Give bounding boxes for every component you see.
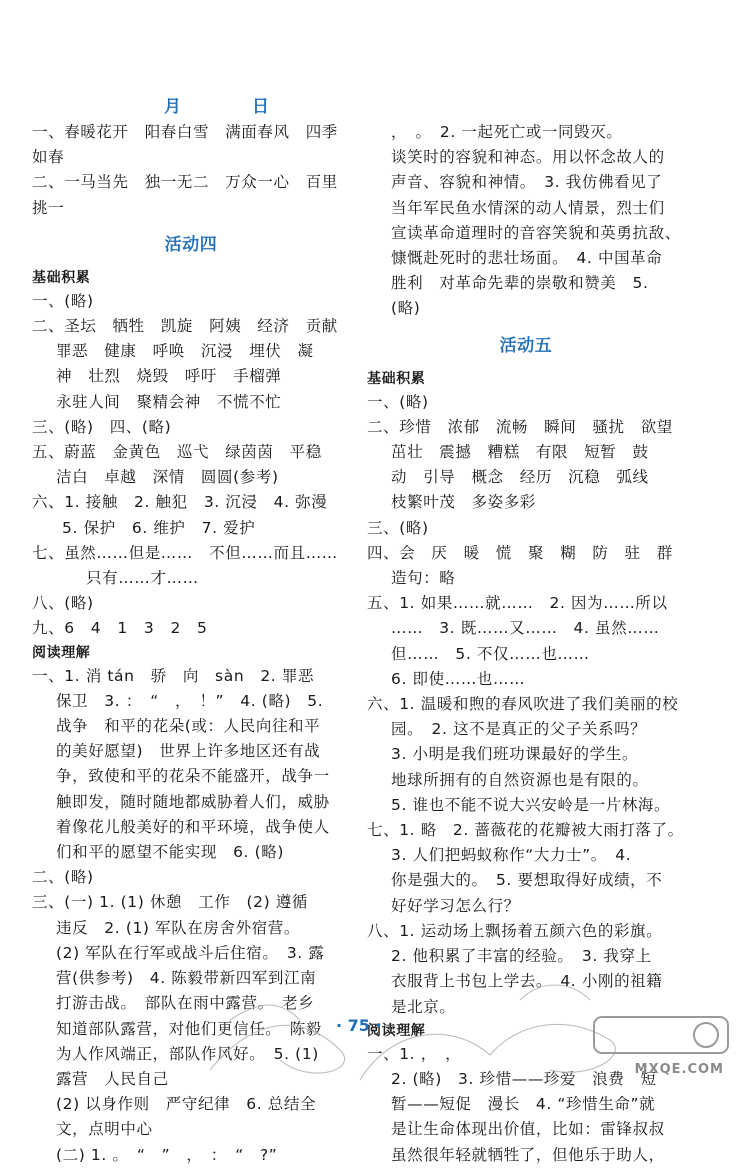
decorative-flower-illustration bbox=[190, 960, 640, 1091]
answer-line: 六、1. 温暖和煦的春风吹进了我们美丽的校 bbox=[367, 695, 679, 714]
answer-line: 宣读革命道理时的音容笑貌和英勇抗敌、 bbox=[391, 223, 681, 242]
answer-line: 胜利 对革命先辈的崇敬和赞美 5. bbox=[391, 274, 649, 293]
answer-line: 五、1. 如果……就…… 2. 因为……所以 bbox=[367, 594, 668, 613]
answer-line: 一、1. 消 tán 骄 向 sàn 2. 罪恶 bbox=[32, 666, 315, 685]
page-number: · 75 · bbox=[336, 1016, 382, 1035]
answer-line: 造句：略 bbox=[391, 569, 456, 588]
answer-line: 的美好愿望) 世界上许多地区还有战 bbox=[56, 742, 321, 761]
answer-line: (二) 1. 。 “ ” ， ： “ ?” bbox=[56, 1145, 278, 1164]
answer-line: 地球所拥有的自然资源也是有限的。 bbox=[391, 770, 649, 789]
answer-line: 文，点明中心 bbox=[56, 1120, 153, 1139]
answer-line: 园。 2. 这不是真正的父子关系吗？ bbox=[391, 720, 647, 739]
answer-line: 四、会 厌 暖 慌 聚 糊 防 驻 群 bbox=[367, 543, 673, 562]
activity-heading: 活动五 bbox=[499, 335, 553, 356]
activity-heading: 活动四 bbox=[164, 234, 218, 255]
answer-line: 3. 小明是我们班功课最好的学生。 bbox=[391, 745, 638, 764]
answer-line: 一、(略) bbox=[32, 291, 94, 310]
answer-line: 战争 和平的花朵(或：人民向往和平 bbox=[56, 717, 321, 736]
section-heading: 基础积累 bbox=[367, 370, 426, 387]
answer-line: 八、(略) bbox=[32, 594, 94, 613]
answer-line: 露营 人民自己 bbox=[56, 1069, 169, 1088]
answer-line: 一、春暖花开 阳春白雪 满面春风 四季 bbox=[32, 123, 338, 141]
answer-line: 营(供参考) 4. 陈毅带新四军到江南 bbox=[56, 969, 317, 988]
answer-line: 着像花儿般美好的和平环境，战争使人 bbox=[56, 817, 330, 836]
answer-line: 5. 谁也不能不说大兴安岭是一片林海。 bbox=[391, 795, 671, 814]
answer-line: …… 3. 既……又…… 4. 虽然…… bbox=[391, 619, 660, 638]
answer-line: ， 。 2. 一起死亡或一同毁灭。 bbox=[391, 123, 623, 141]
answer-line: (2) 以身作则 严守纪律 6. 总结全 bbox=[56, 1095, 317, 1114]
answer-line: 5. 保护 6. 维护 7. 爱护 bbox=[62, 518, 256, 537]
answer-line: 保卫 3. ： “ ， ！” 4. (略) 5. bbox=[56, 691, 324, 710]
answer-line: 打游击战。 部队在雨中露营。 老乡 bbox=[56, 994, 315, 1013]
answer-line: 二、一马当先 独一无二 万众一心 百里 bbox=[32, 173, 338, 192]
answer-line: 五、蔚蓝 金黄色 巡弋 绿茵茵 平稳 bbox=[32, 443, 322, 462]
answer-line: 三、(略) 四、(略) bbox=[32, 417, 172, 436]
answer-line: 2. 他积累了丰富的经验。 3. 我穿上 bbox=[391, 947, 652, 966]
answer-line: 八、1. 运动场上飘扬着五颜六色的彩旗。 bbox=[367, 921, 663, 940]
watermark-text: MXQE.COM bbox=[634, 1062, 724, 1077]
answer-line: 三、(略) bbox=[367, 518, 429, 537]
answer-line: 二、圣坛 牺牲 凯旋 阿姨 经济 贡献 bbox=[32, 317, 338, 336]
answer-line: 如春 bbox=[32, 148, 65, 167]
answer-line: 争，致使和平的花朵不能盛开，战争一 bbox=[56, 767, 330, 786]
answer-line: 枝繁叶茂 多姿多彩 bbox=[391, 493, 536, 512]
answer-line: 一、(略) bbox=[367, 392, 429, 411]
answer-line: 六、1. 接触 2. 触犯 3. 沉浸 4. 弥漫 bbox=[32, 493, 328, 512]
answer-line: 神 壮烈 烧毁 呼吁 手榴弹 bbox=[56, 367, 282, 386]
answer-line: 永驻人间 聚精会神 不慌不忙 bbox=[56, 392, 282, 411]
answer-line: 衣服背上书包上学去。 4. 小刚的祖籍 bbox=[391, 972, 663, 991]
answer-line: 为人作风端正，部队作风好。 5. (1) bbox=[56, 1044, 319, 1063]
section-heading: 基础积累 bbox=[32, 269, 91, 286]
answer-line: 一、1. ， ， bbox=[367, 1044, 462, 1063]
answer-line: 3. 人们把蚂蚁称作“大力士”。 4. bbox=[391, 846, 632, 865]
answer-line: 茁壮 震撼 糟糕 有限 短暂 鼓 bbox=[391, 443, 649, 462]
answer-line: 谈笑时的容貌和神态。用以怀念故人的 bbox=[391, 148, 665, 167]
answer-line: 触即发，随时随地都威胁着人们，威胁 bbox=[56, 792, 330, 811]
answer-line: 好好学习怎么行？ bbox=[391, 896, 520, 915]
answer-line: 罪恶 健康 呼唤 沉浸 埋伏 凝 bbox=[56, 342, 314, 361]
answer-line: 是北京。 bbox=[391, 997, 456, 1016]
answer-line: 是让生命体现出价值，比如：雷锋叔叔 bbox=[391, 1120, 665, 1139]
answer-line: 动 引导 概念 经历 沉稳 弧线 bbox=[391, 468, 649, 487]
answer-line: 暂——短促 漫长 4. “珍惜生命”就 bbox=[391, 1095, 656, 1114]
answer-line: (略) bbox=[391, 299, 421, 318]
section-heading: 阅读理解 bbox=[32, 644, 91, 661]
answer-line: 违反 2. (1) 军队在房舍外宿营。 bbox=[56, 918, 300, 937]
month-label: 月 bbox=[164, 97, 181, 117]
answer-line: 二、珍惜 浓郁 流畅 瞬间 骚扰 欲望 bbox=[367, 417, 673, 436]
answer-line: 知道部队露营，对他们更信任。 陈毅 bbox=[56, 1019, 322, 1038]
answer-line: 虽然很年轻就牺牲了，但他乐于助人， bbox=[391, 1145, 665, 1164]
answer-line: 二、(略) bbox=[32, 868, 94, 887]
section-heading: 阅读理解 bbox=[367, 1022, 426, 1039]
answer-line: 挑一 bbox=[32, 198, 65, 217]
answer-line: 慷慨赴死时的悲壮场面。 4. 中国革命 bbox=[391, 249, 663, 268]
answer-line: 但…… 5. 不仅……也…… bbox=[391, 644, 590, 663]
day-label: 日 bbox=[252, 97, 269, 117]
answer-line: 们和平的愿望不能实现 6. (略) bbox=[56, 843, 285, 862]
answer-line: 6. 即使……也…… bbox=[391, 669, 526, 688]
answer-line: 洁白 卓越 深情 圆圆(参考) bbox=[56, 468, 279, 487]
answer-line: 七、虽然……但是…… 不但……而且…… bbox=[32, 543, 338, 562]
answer-line: 三、(一) 1. (1) 休憩 工作 (2) 遵循 bbox=[32, 893, 309, 912]
answer-line: 你是强大的。 5. 要想取得好成绩，不 bbox=[391, 871, 663, 890]
answer-line: (2) 军队在行军或战斗后住宿。 3. 露 bbox=[56, 943, 325, 962]
answer-line: 七、1. 略 2. 蔷薇花的花瓣被大雨打落了。 bbox=[367, 821, 684, 840]
answer-line: 当年军民鱼水情深的动人情景，烈士们 bbox=[391, 198, 665, 217]
answer-line: 声音、容貌和神情。 3. 我仿佛看见了 bbox=[391, 173, 663, 192]
answer-line: 只有……才…… bbox=[86, 569, 199, 588]
answer-line: 2. (略) 3. 珍惜——珍爱 浪费 短 bbox=[391, 1069, 657, 1088]
answer-line: 九、6 4 1 3 2 5 bbox=[32, 619, 208, 638]
